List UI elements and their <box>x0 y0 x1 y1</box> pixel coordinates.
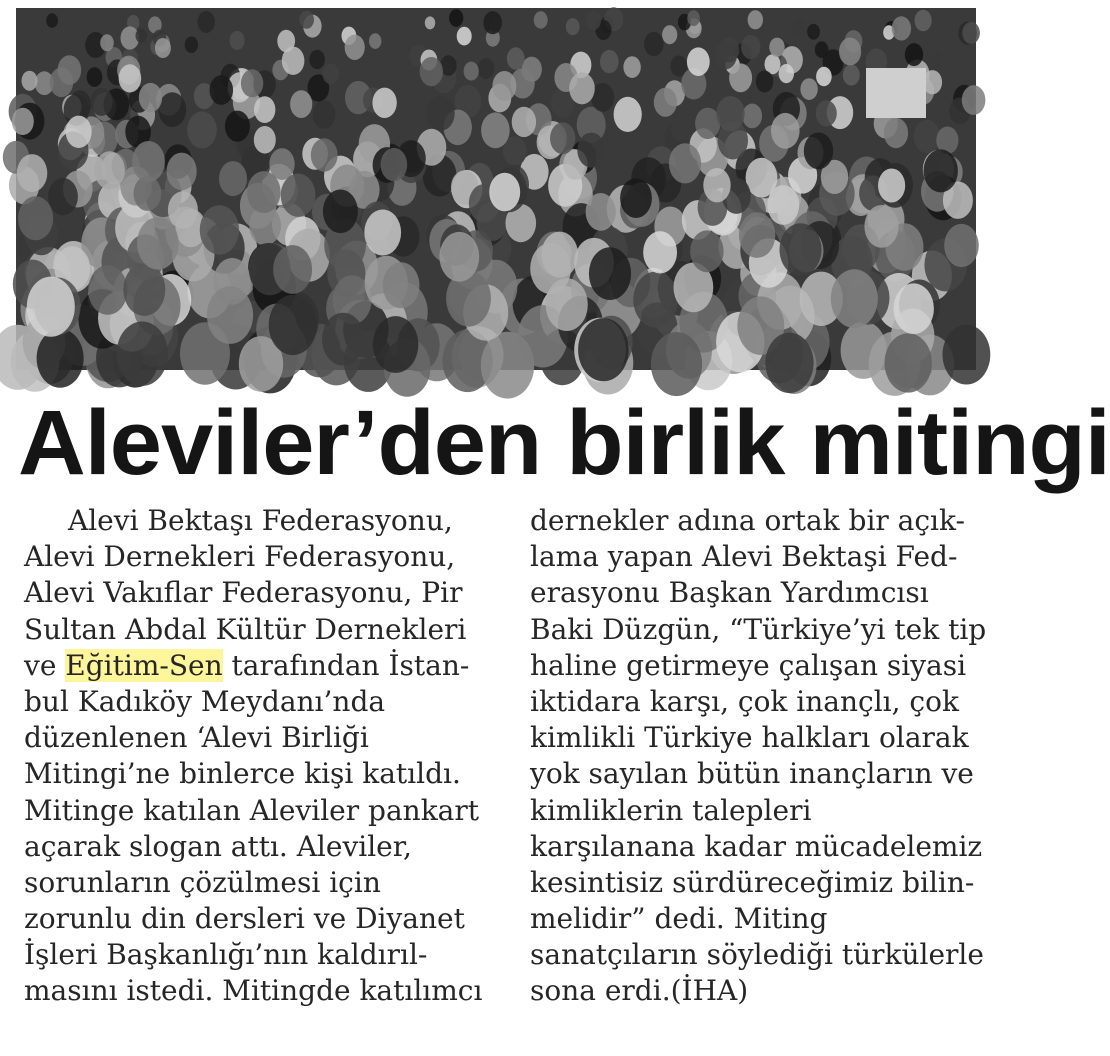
headline: Aleviler’den birlik mitingi <box>18 392 1110 494</box>
body-line: Mitinge katılan Aleviler pankart <box>24 793 479 827</box>
crowd-figure <box>313 100 336 128</box>
crowd-figure <box>654 88 677 117</box>
banner-sign <box>866 68 926 118</box>
crowd-figure <box>690 230 723 272</box>
body-line: lama yapan Alevi Bektaşi Fed- <box>530 540 958 574</box>
crowd-figure <box>569 72 595 104</box>
crowd-figure <box>88 265 127 314</box>
body-line: Alevi Bektaşı Federasyonu, <box>68 504 453 537</box>
body-line: Sultan Abdal Kültür Dernekleri <box>24 612 467 646</box>
body-line: açarak slogan attı. Aleviler, <box>24 829 412 863</box>
body-line: haline getirmeye çalışan siyasi <box>530 648 967 682</box>
crowd-figure <box>924 149 958 192</box>
crowd-figure <box>381 148 408 181</box>
body-line: erasyonu Başkan Yardımcısı <box>530 576 929 610</box>
body-line: sanatçıların söylediği türkülerle <box>530 938 984 972</box>
crowd-figure <box>714 41 737 69</box>
crowd-figure <box>962 85 986 115</box>
crowd-figure <box>37 329 84 388</box>
crowd-figure <box>507 47 525 69</box>
crowd-figure <box>322 313 364 366</box>
crowd-figure <box>864 205 898 248</box>
body-line: karşılanana kadar mücadelemiz <box>530 829 983 863</box>
crowd-figure <box>843 64 860 85</box>
body-line: düzenlenen ‘Alevi Birliği <box>24 721 369 755</box>
crowd-figure <box>669 143 701 183</box>
body-line: melidir” dedi. Miting <box>530 902 828 936</box>
crowd-figure <box>119 64 142 92</box>
body-line: dernekler adına ortak bir açık- <box>530 504 965 537</box>
crowd-figure <box>136 29 147 43</box>
body-line: kimlikli Türkiye halkları olarak <box>530 721 969 755</box>
crowd-figure <box>137 217 179 269</box>
body-line: yok sayılan bütün inançların ve <box>530 757 974 791</box>
body-line: sona erdi.(İHA) <box>530 974 749 1008</box>
crowd-figure <box>767 185 799 225</box>
crowd-figure <box>512 107 536 137</box>
crowd-figure <box>18 196 53 240</box>
crowd-figure <box>483 11 502 34</box>
body-line: kimliklerin talepleri <box>530 793 812 827</box>
body-line: Alevi Dernekleri Federasyonu, <box>24 540 456 574</box>
crowd-figure <box>620 178 652 218</box>
crowd-figure <box>742 104 762 129</box>
highlighted-term: Eğitim-Sen <box>65 648 223 682</box>
crowd-figure <box>792 18 807 37</box>
crowd-figure <box>671 115 692 142</box>
crowd-figure <box>27 277 75 337</box>
crowd-figure <box>299 11 314 29</box>
crowd-figure <box>197 11 215 33</box>
crowd-figure <box>185 36 198 53</box>
crowd-figure <box>383 262 420 308</box>
crowd-figure <box>687 10 700 26</box>
crowd-figure <box>12 108 34 135</box>
crowd-figure <box>478 58 495 79</box>
body-line-with-highlight <box>24 648 502 684</box>
crowd-figure <box>816 100 837 126</box>
crowd-figure <box>716 96 744 131</box>
crowd-figure <box>530 243 571 294</box>
crowd-figure <box>254 96 275 123</box>
article-column-left <box>24 503 502 1010</box>
crowd-figure <box>290 90 312 118</box>
crowd-figure <box>481 112 510 148</box>
body-line: zorunlu din dersleri ve Diyanet <box>24 902 465 936</box>
crowd-figure <box>884 118 908 148</box>
crowd-figure <box>282 47 305 75</box>
crowd-figure <box>878 169 905 203</box>
crowd-figure <box>155 38 171 58</box>
crowd-figure <box>210 75 234 105</box>
body-line: sorunların çözülmesi için <box>24 865 381 899</box>
crowd-figure <box>589 247 631 300</box>
crowd-figure <box>623 56 640 78</box>
crowd-figure <box>550 122 575 154</box>
crowd-figure <box>369 33 381 49</box>
article-column-right <box>530 503 990 1010</box>
body-text: tarafından İstan- <box>222 648 470 682</box>
crowd-figure <box>577 133 605 168</box>
crowd-figure <box>100 34 114 51</box>
crowd-figure <box>914 120 940 153</box>
crowd-figure <box>534 11 548 28</box>
crowd-figure <box>87 67 103 87</box>
crowd-figure <box>311 138 338 171</box>
crowd-figure <box>323 190 358 234</box>
crowd-figure <box>372 88 396 118</box>
crowd-figure <box>207 286 253 344</box>
crowd-figure <box>831 269 878 328</box>
crowd-figure <box>457 27 472 46</box>
crowd-figure <box>219 161 247 196</box>
body-line: Mitingi’ne binlerce kişi katıldı. <box>24 757 461 791</box>
crowd-figure <box>815 41 829 58</box>
body-line: masını istedi. Mitingde katılımcı <box>24 974 483 1008</box>
crowd-figure <box>420 57 443 86</box>
crowd-figure <box>633 272 678 328</box>
crowd-figure <box>944 224 979 267</box>
crowd-figure <box>373 316 418 373</box>
body-text: ve <box>24 648 66 682</box>
body-line: iktidara karşı, çok inançlı, çok <box>530 684 959 718</box>
crowd-figure <box>167 153 197 191</box>
crowd-figure <box>449 9 463 27</box>
crowd-figure <box>807 24 820 40</box>
crowd-figure <box>90 88 112 116</box>
crowd-figure <box>614 97 642 132</box>
crowd-figure <box>489 173 520 212</box>
crowd-figure <box>269 295 317 355</box>
crowd-figure <box>66 116 92 148</box>
crowd-figure <box>566 18 580 35</box>
crowd-figure <box>894 283 934 334</box>
body-line: bul Kadıköy Meydanı’nda <box>24 684 386 718</box>
crowd-figure <box>241 69 263 97</box>
crowd-figure <box>309 50 325 69</box>
crowd-figure <box>915 10 932 31</box>
crowd-figure <box>46 13 58 28</box>
crowd-figure <box>769 38 784 57</box>
crowd-figure <box>729 63 752 92</box>
crowd-figure <box>247 171 281 213</box>
crowd-figure <box>364 210 401 256</box>
crowd-figure <box>816 67 832 86</box>
crowd-figure <box>779 64 794 83</box>
crowd-photo <box>16 8 976 370</box>
crowd-figure <box>117 322 168 386</box>
crowd-figure <box>651 332 702 396</box>
crowd-figure <box>200 205 239 254</box>
crowd-figure <box>600 50 619 73</box>
crowd-figure <box>839 38 861 66</box>
crowd-figure <box>962 22 980 44</box>
crowd-figure <box>158 92 186 127</box>
crowd-figure <box>756 71 774 93</box>
crowd-figure <box>58 55 82 85</box>
crowd-figure <box>748 10 763 29</box>
crowd-figure <box>643 231 677 273</box>
crowd-figure <box>464 62 479 81</box>
body-line: kesintisiz sürdüreceğimiz bilin- <box>530 865 975 899</box>
crowd-figure <box>892 16 911 40</box>
body-line: İşleri Başkanlığı’nın kaldırıl- <box>24 938 428 972</box>
crowd-figure <box>254 126 276 154</box>
crowd-figure <box>139 83 162 112</box>
crowd-figure <box>492 71 516 101</box>
crowd-figure <box>662 25 677 44</box>
crowd-figure <box>425 16 435 29</box>
crowd-figure <box>703 168 730 202</box>
crowd-figure <box>771 113 800 149</box>
crowd-figure <box>578 318 629 381</box>
crowd-figure <box>168 191 198 229</box>
crowd-figure <box>273 245 312 294</box>
crowd-figure <box>943 325 991 385</box>
crowd-figure <box>780 223 822 276</box>
crowd-figure <box>426 96 454 131</box>
crowd-figure <box>22 71 38 91</box>
crowd-figure <box>17 154 47 192</box>
crowd-figure <box>885 333 932 392</box>
crowd-figure <box>132 141 165 182</box>
crowd-figure <box>804 133 833 170</box>
crowd-figure <box>345 35 365 60</box>
crowd-figure <box>585 11 601 30</box>
crowd-figure <box>225 111 250 142</box>
crowd-figure <box>95 151 125 189</box>
article-photo <box>16 8 976 370</box>
crowd-figure <box>586 193 616 231</box>
crowd-figure <box>48 178 78 215</box>
crowd-figure <box>644 32 664 56</box>
crowd-figure <box>741 35 760 59</box>
body-line: Alevi Vakıflar Federasyonu, Pir <box>24 576 463 610</box>
crowd-figure <box>800 78 817 100</box>
crowd-figure <box>281 174 316 217</box>
crowd-figure <box>765 333 813 393</box>
crowd-figure <box>230 31 245 50</box>
crowd-figure <box>439 232 479 282</box>
crowd-figure <box>323 64 340 85</box>
crowd-figure <box>187 111 217 148</box>
crowd-figure <box>687 47 710 76</box>
body-line: Baki Düzgün, “Türkiye’yi tek tip <box>530 612 987 646</box>
crowd-figure <box>905 43 923 66</box>
crowd-figure <box>739 212 775 258</box>
